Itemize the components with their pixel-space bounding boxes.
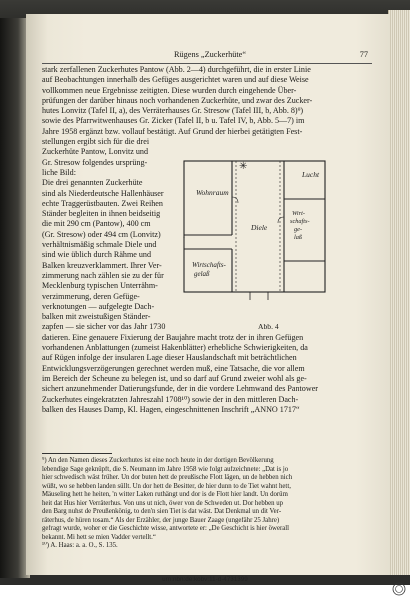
body-line: zapfen — sie sicher vor das Jahr 1730 bbox=[42, 322, 166, 332]
footnote-line: den Barg nuhst de Preußenkönig, to den'n sien Tiet is dat wäst. Dat Denkmal un dit Ver- bbox=[42, 508, 282, 516]
body-line: verzimmerung, deren Gefüge- bbox=[42, 291, 140, 301]
body-line: verhältnismäßig schmale Diele und bbox=[42, 240, 157, 250]
figure-caption: Abb. 4 bbox=[258, 322, 279, 331]
body-line: sind als Niederdeutsche Hallenhäuser bbox=[42, 188, 164, 198]
footnote-rule bbox=[42, 453, 112, 454]
body-line: vorhandenen Anblattungen (zumeist Hakenblätter) erhebliche Schwierigkeiten, da bbox=[42, 343, 308, 353]
body-lines-bottom bbox=[42, 333, 374, 415]
book-page bbox=[26, 14, 390, 575]
body-line: liche Bild: bbox=[42, 167, 76, 177]
body-line: stellungen ergibt sich für die drei bbox=[42, 137, 150, 147]
running-head bbox=[42, 50, 378, 62]
viewer-footer bbox=[0, 585, 410, 599]
body-line: zimmerung nach zählen sie zu der für bbox=[42, 270, 164, 280]
body-line: auf Beobachtungen innerhalb des Gefüges ausgerichtet waren und auf diese Weise bbox=[42, 75, 309, 85]
room-label-lucht: Lucht bbox=[302, 170, 320, 179]
body-line: Gr. Stresow folgendes ursprüng- bbox=[42, 157, 148, 167]
body-line: balken mit zweistußigen Ständer- bbox=[42, 312, 151, 322]
svg-text:Wirt-: Wirt- bbox=[292, 210, 305, 217]
body-line: datieren. Eine genauere Fixierung der Baujahre macht trotz der in ihren Gefügen bbox=[42, 332, 304, 342]
body-line: im Bereich der Scheune zu belegen ist, und so darf auf Grund zweier wohl als ge- bbox=[42, 373, 307, 383]
body-line: sind wie üblich durch Rähme und bbox=[42, 250, 152, 260]
footnote-line: ¹⁰) A. Haas: a. a. O., S. 135. bbox=[42, 542, 118, 550]
body-lines-top bbox=[42, 65, 374, 137]
body-line: Balken kreuzverklammert. Ihrer Ver- bbox=[42, 260, 162, 270]
body-line: Ständer begleiten in ihnen beidseitig bbox=[42, 209, 161, 219]
footnote-line: lebendige Sage geknüpft, die S. Neumann im Jahre 1958 wie folgt aufzeichnete: „Dat is jo bbox=[42, 465, 289, 473]
urn-identifier[interactable]: urn:nbn:de:kobv:11-d-4731399 bbox=[162, 576, 248, 583]
body-line: balken des Hauses Damp, Kl. Hagen, eingeschnittenen Inschrift „ANNO 1717“ bbox=[42, 404, 300, 414]
body-line: sowie des Pfarrwitwenhauses Gr. Zicker (Tafel II, b u. Tafel IV, b, Abb. 5—7) im bbox=[42, 116, 305, 126]
body-line: Zuckerhüte Pantow, Lonvitz und bbox=[42, 147, 149, 157]
footnote-line: wüßt, wo se hebben landen süllt. Un dor hett de Besitter, de hier dunn to de Tiet wahnt hett, bbox=[42, 482, 291, 490]
body-line: hutes Lonvitz (Tafel II, a), des Verräterhauses Gr. Stresow (Tafel III, b, Abb. 8)⁹) bbox=[42, 106, 304, 116]
library-seal-icon bbox=[392, 582, 406, 596]
floor-plan-figure bbox=[180, 157, 330, 305]
footnote-line: Mäuseling hett he heiten, 'n witter Laken ruthängt und dor is de Flott hier landt. Un dorüm bbox=[42, 491, 288, 499]
footnote-line: gefragt wurde, woher er die Geschichte wisse, antwortete er: „De Geschicht is hier öwerall bbox=[42, 525, 290, 533]
body-line: (Gr. Stresow) oder 494 cm (Lonvitz) bbox=[42, 229, 161, 239]
header-rule bbox=[42, 63, 372, 64]
footnote-line: heit dat Hus hier Verräterhus. Von uns ut nich, öwer von de Schweden ut. Dor hebben up bbox=[42, 499, 284, 507]
room-label-wirtschaftsgelass-right bbox=[290, 210, 310, 241]
body-line: verknotungen — aufgelegte Dach- bbox=[42, 301, 155, 311]
footnotes bbox=[42, 457, 374, 551]
body-line: Jahre 1958 ergänzt bzw. vollauf bestätigt. Auf Grund der hierbei getätigten Fest- bbox=[42, 126, 303, 136]
footnote-line: räterhus, de hüren tosam.“ Als der Erzähler, der junge Bauer Zaage (ungefähr 25 Jahre) bbox=[42, 516, 280, 524]
body-line: prüfungen der darüber hinaus noch vorhandenen Zuckerhüte, und zwar des Zucker- bbox=[42, 95, 313, 105]
body-line: die mit 290 cm (Pantow), 400 cm bbox=[42, 219, 151, 229]
room-label-diele: Diele bbox=[251, 223, 268, 232]
footnote-line: hier schwedisch wäst früher. Un dor buten hett de preußische Flott lägen, un de hebben nich bbox=[42, 474, 293, 482]
svg-text:Wirtschafts-: Wirtschafts- bbox=[192, 261, 226, 269]
body-line: Zuckerhutes eingekratzten Jahreszahl 1708¹⁰) sowie der in den mittleren Dach- bbox=[42, 394, 299, 404]
svg-text:gelaß: gelaß bbox=[194, 270, 210, 278]
body-line: sichert anzunehmender Datierungsfunde, der in die vordere Lehmwand des Pantower bbox=[42, 384, 318, 394]
body-line: vollkommen neue Ergebnisse zeitigten. Diese wurden durch eingehende Über- bbox=[42, 85, 297, 95]
page-edges bbox=[388, 10, 410, 575]
running-title: Rügens „Zuckerhüte“ bbox=[173, 50, 247, 59]
body-line: Mecklenburg typischen Unterrähm- bbox=[42, 281, 158, 291]
svg-text:schafts-: schafts- bbox=[290, 218, 310, 225]
footnote-line: bekannt. Mi hett se mien Vadder vertellt.“ bbox=[42, 533, 156, 541]
body-line: echte Traggerüstbauten. Zwei Reihen bbox=[42, 198, 163, 208]
svg-text:ge-: ge- bbox=[294, 226, 303, 233]
body-line: auf Rügen infolge der insularen Lage dieser Hauslandschaft mit beträchtlichen bbox=[42, 353, 297, 363]
body-lines-beside-figure bbox=[42, 137, 174, 333]
svg-text:laß: laß bbox=[294, 234, 303, 241]
body-line: Die drei genannten Zuckerhüte bbox=[42, 178, 143, 188]
room-label-wirtschaftsgelass-left bbox=[192, 261, 227, 278]
body-line: Entwicklungsverzögerungen gerechnet werden muß, eine Tatsache, die vor allem bbox=[42, 363, 305, 373]
page-number: 77 bbox=[359, 50, 368, 59]
body-line: stark zerfallenen Zuckerhutes Pantow (Abb. 2—4) durchgeführt, die in erster Linie bbox=[42, 65, 311, 74]
hearth-star-icon: ✳ bbox=[239, 161, 248, 172]
room-label-wohnraum: Wohnraum bbox=[196, 188, 229, 197]
footnote-line: ⁹) An den Namen dieses Zuckerhutes ist eine noch heute in der dortigen Bevölkerung bbox=[42, 457, 274, 464]
